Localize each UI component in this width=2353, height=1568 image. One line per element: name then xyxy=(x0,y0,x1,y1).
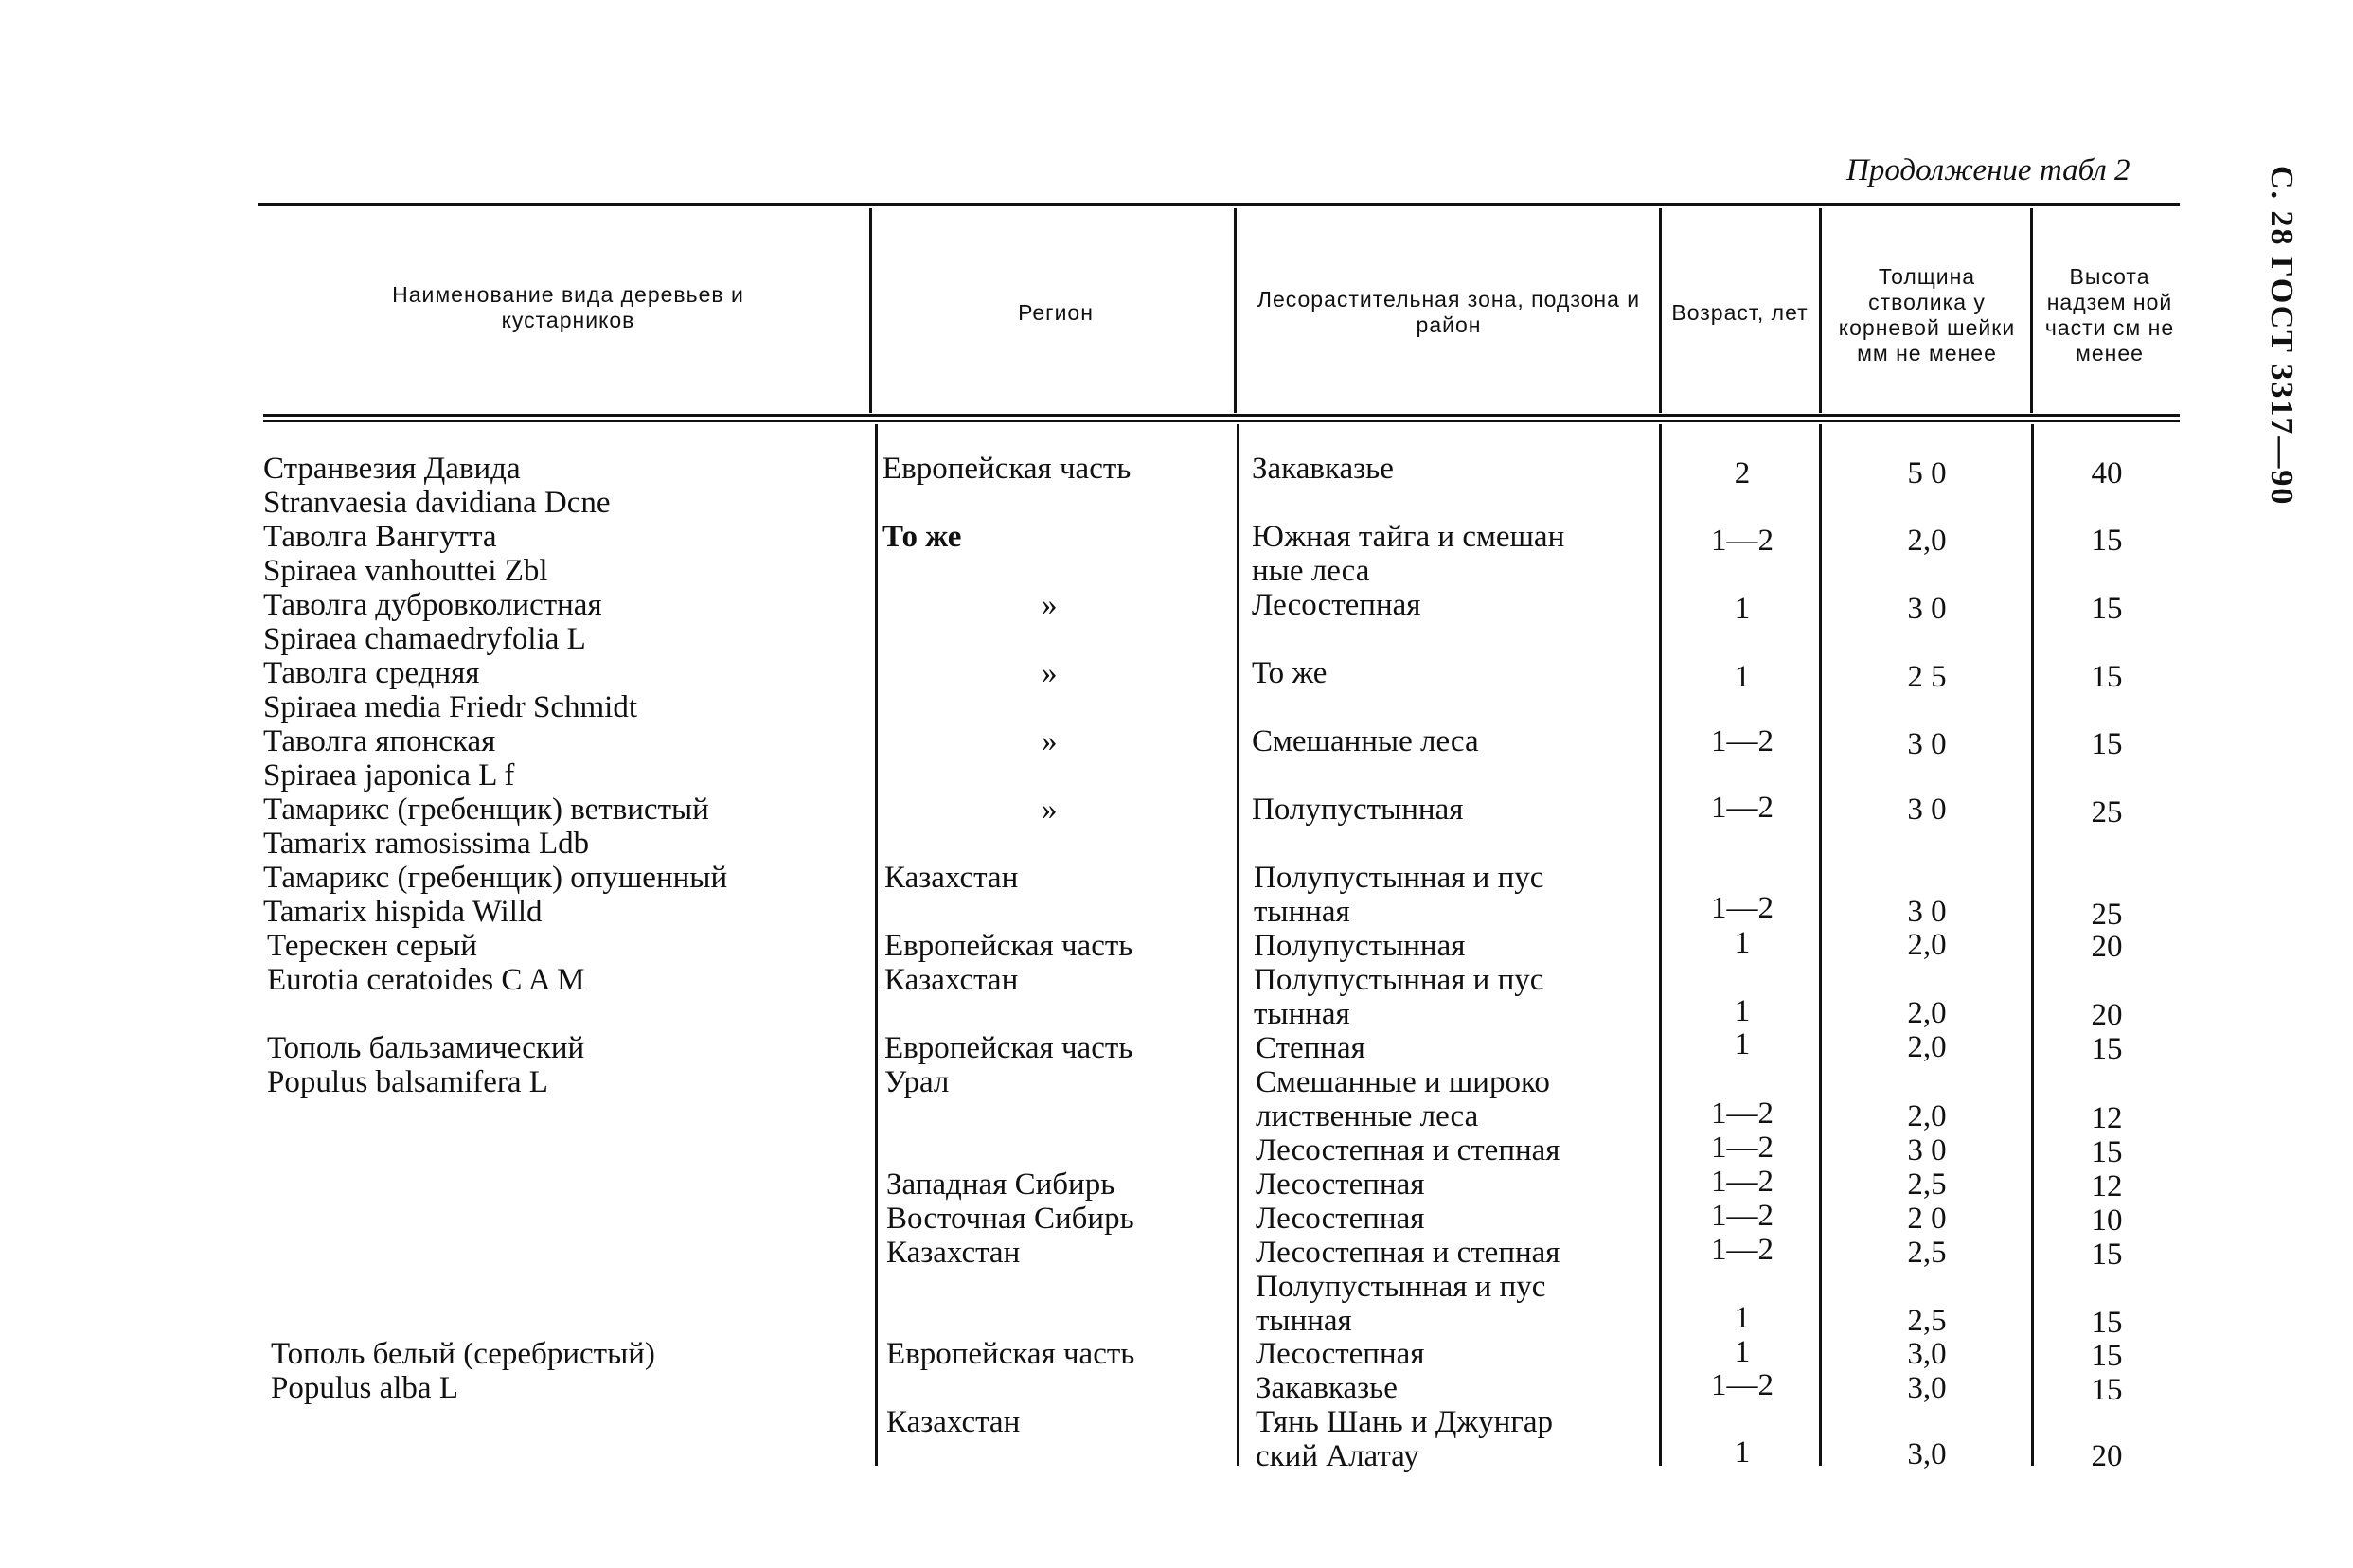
zone-line: Полупустынная и пус xyxy=(1256,1270,1546,1304)
species-line: Spiraea japonica L f xyxy=(263,758,515,793)
zone-line: Смешанные леса xyxy=(1252,724,1479,758)
column-divider-4-body xyxy=(1819,424,1822,1466)
table-top-rule xyxy=(258,203,2180,206)
age-cell: 1—2 xyxy=(1711,891,1774,925)
column-divider-5 xyxy=(2030,208,2033,413)
column-divider-2-body xyxy=(1237,424,1239,1466)
height-cell: 20 xyxy=(2091,998,2123,1032)
header-height: Высота надзем ной части см не менее xyxy=(2044,264,2175,365)
age-cell: 1 xyxy=(1734,592,1751,626)
species-line: Spiraea media Friedr Schmidt xyxy=(263,690,637,724)
species-line: Таволга японская xyxy=(263,724,496,758)
region-line: То же xyxy=(882,520,962,554)
column-divider-2 xyxy=(1234,208,1237,413)
thickness-cell: 3 0 xyxy=(1907,1133,1947,1167)
zone-line: ский Алатау xyxy=(1256,1439,1419,1473)
region-ditto-mark: » xyxy=(1042,588,1058,622)
region-ditto-mark: » xyxy=(1042,793,1058,827)
zone-line: Лесостепная и степная xyxy=(1256,1236,1560,1270)
height-cell: 10 xyxy=(2091,1203,2123,1238)
height-cell: 40 xyxy=(2091,456,2123,490)
species-line: Spiraea chamaedryfolia L xyxy=(263,622,586,656)
region-line: Западная Сибирь xyxy=(886,1167,1115,1202)
zone-line: Полупустынная xyxy=(1254,929,1466,963)
column-divider-3-body xyxy=(1659,424,1662,1466)
thickness-cell: 3,0 xyxy=(1907,1337,1947,1371)
age-cell: 1—2 xyxy=(1711,1165,1774,1199)
species-line: Странвезия Давида xyxy=(263,452,521,486)
column-divider-5-body xyxy=(2031,424,2034,1466)
region-line: Европейская часть xyxy=(884,929,1133,963)
table-continuation-caption: Продолжение табл 2 xyxy=(1846,153,2130,187)
age-cell: 1 xyxy=(1734,1335,1751,1369)
thickness-cell: 2,0 xyxy=(1907,1099,1947,1133)
region-line: Казахстан xyxy=(884,861,1019,895)
thickness-cell: 2 5 xyxy=(1907,660,1947,694)
zone-line: Смешанные и широко xyxy=(1256,1065,1550,1099)
age-cell: 1 xyxy=(1734,660,1751,694)
region-ditto-mark: » xyxy=(1042,724,1058,758)
height-cell: 15 xyxy=(2091,1032,2123,1066)
height-cell: 15 xyxy=(2091,1306,2123,1340)
zone-line: Закавказье xyxy=(1252,452,1394,486)
species-line: Терескен серый xyxy=(267,929,477,963)
age-cell: 1—2 xyxy=(1711,791,1774,825)
region-line: Европейская часть xyxy=(884,1031,1133,1065)
zone-line: тынная xyxy=(1256,1304,1352,1338)
thickness-cell: 2,5 xyxy=(1907,1236,1947,1270)
height-cell: 15 xyxy=(2091,660,2123,694)
height-cell: 15 xyxy=(2091,1339,2123,1373)
thickness-cell: 2,0 xyxy=(1907,996,1947,1030)
zone-line: тынная xyxy=(1254,895,1350,929)
region-line: Казахстан xyxy=(884,963,1019,997)
height-cell: 20 xyxy=(2091,930,2123,964)
height-cell: 15 xyxy=(2091,524,2123,558)
zone-line: Полупустынная xyxy=(1252,793,1464,827)
height-cell: 12 xyxy=(2091,1101,2123,1135)
zone-line: Полупустынная и пус xyxy=(1254,963,1544,997)
height-cell: 25 xyxy=(2091,795,2123,829)
thickness-cell: 3,0 xyxy=(1907,1371,1947,1405)
zone-line: лиственные леса xyxy=(1256,1099,1479,1133)
zone-line: Лесостепная xyxy=(1256,1202,1425,1236)
height-cell: 12 xyxy=(2091,1169,2123,1203)
species-line: Stranvaesia davidiana Dcne xyxy=(263,486,611,520)
species-line: Populus alba L xyxy=(271,1371,458,1405)
page-standard-code: С. 28 ГОСТ 3317—90 xyxy=(2264,166,2299,507)
zone-line: То же xyxy=(1252,656,1328,690)
thickness-cell: 2,0 xyxy=(1907,928,1947,962)
age-cell: 2 xyxy=(1734,456,1751,490)
species-line: Spiraea vanhouttei Zbl xyxy=(263,554,548,588)
zone-line: Степная xyxy=(1256,1031,1365,1065)
zone-line: Лесостепная xyxy=(1252,588,1421,622)
header-age: Возраст, лет xyxy=(1671,299,1809,325)
species-line: Тополь бальзамический xyxy=(267,1031,585,1065)
age-cell: 1 xyxy=(1734,1301,1751,1335)
thickness-cell: 2,0 xyxy=(1907,524,1947,558)
species-line: Тамарикс (гребенщик) ветвистый xyxy=(263,793,709,827)
header-zone: Лесорастительная зона, подзона и район xyxy=(1257,287,1641,337)
height-cell: 15 xyxy=(2091,1238,2123,1272)
age-cell: 1—2 xyxy=(1711,1199,1774,1233)
header-bottom-rule xyxy=(263,414,2180,417)
thickness-cell: 3 0 xyxy=(1907,592,1947,626)
region-line: Европейская часть xyxy=(882,452,1132,486)
thickness-cell: 3 0 xyxy=(1907,727,1947,761)
zone-line: Тянь Шань и Джунгар xyxy=(1256,1405,1553,1439)
species-line: Tamarix ramosissima Ldb xyxy=(263,827,590,861)
header-region: Регион xyxy=(1018,299,1094,325)
thickness-cell: 2,5 xyxy=(1907,1167,1947,1202)
height-cell: 25 xyxy=(2091,898,2123,932)
header-bottom-rule-2 xyxy=(263,420,2180,422)
species-line: Таволга Вангутта xyxy=(263,520,497,554)
age-cell: 1—2 xyxy=(1711,1368,1774,1402)
species-line: Таволга дубровколистная xyxy=(263,588,602,622)
age-cell: 1 xyxy=(1734,1435,1751,1470)
species-line: Populus balsamifera L xyxy=(267,1065,548,1099)
age-cell: 1—2 xyxy=(1711,524,1774,558)
species-line: Eurotia ceratoides C A M xyxy=(267,963,585,997)
species-line: Таволга средняя xyxy=(263,656,480,690)
thickness-cell: 2,0 xyxy=(1907,1030,1947,1064)
age-cell: 1—2 xyxy=(1711,1131,1774,1165)
column-divider-3 xyxy=(1659,208,1662,413)
thickness-cell: 5 0 xyxy=(1907,456,1947,490)
zone-line: Лесостепная xyxy=(1256,1167,1425,1202)
thickness-cell: 3 0 xyxy=(1907,793,1947,827)
zone-line: Закавказье xyxy=(1256,1371,1398,1405)
column-divider-4 xyxy=(1819,208,1822,413)
species-line: Tamarix hispida Willd xyxy=(263,895,543,929)
age-cell: 1—2 xyxy=(1711,1096,1774,1131)
thickness-cell: 2 0 xyxy=(1907,1202,1947,1236)
height-cell: 15 xyxy=(2091,1135,2123,1169)
age-cell: 1 xyxy=(1734,994,1751,1028)
zone-line: Лесостепная и степная xyxy=(1256,1133,1560,1167)
height-cell: 15 xyxy=(2091,727,2123,761)
region-line: Европейская часть xyxy=(886,1337,1135,1371)
zone-line: Южная тайга и смешан xyxy=(1252,520,1565,554)
height-cell: 15 xyxy=(2091,592,2123,626)
age-cell: 1—2 xyxy=(1711,1233,1774,1267)
species-line: Тополь белый (серебристый) xyxy=(271,1337,655,1371)
height-cell: 15 xyxy=(2091,1373,2123,1407)
zone-line: тынная xyxy=(1254,997,1350,1031)
column-divider-1-body xyxy=(875,424,878,1466)
column-divider-1 xyxy=(869,208,872,413)
header-species: Наименование вида деревьев и кустарников xyxy=(392,282,744,332)
header-thickness: Толщина стволика у корневой шейки мм не менее xyxy=(1838,264,2016,365)
age-cell: 1 xyxy=(1734,926,1751,960)
region-line: Восточная Сибирь xyxy=(886,1202,1134,1236)
thickness-cell: 3,0 xyxy=(1907,1437,1947,1471)
thickness-cell: 2,5 xyxy=(1907,1304,1947,1338)
height-cell: 20 xyxy=(2091,1439,2123,1473)
zone-line: Полупустынная и пус xyxy=(1254,861,1544,895)
zone-line: Лесостепная xyxy=(1256,1337,1425,1371)
zone-line: ные леса xyxy=(1252,554,1370,588)
species-line: Тамарикс (гребенщик) опушенный xyxy=(263,861,728,895)
age-cell: 1—2 xyxy=(1711,724,1774,758)
region-line: Казахстан xyxy=(886,1236,1021,1270)
region-ditto-mark: » xyxy=(1042,656,1058,690)
region-line: Казахстан xyxy=(886,1405,1021,1439)
region-line: Урал xyxy=(884,1065,950,1099)
age-cell: 1 xyxy=(1734,1027,1751,1061)
thickness-cell: 3 0 xyxy=(1907,895,1947,929)
